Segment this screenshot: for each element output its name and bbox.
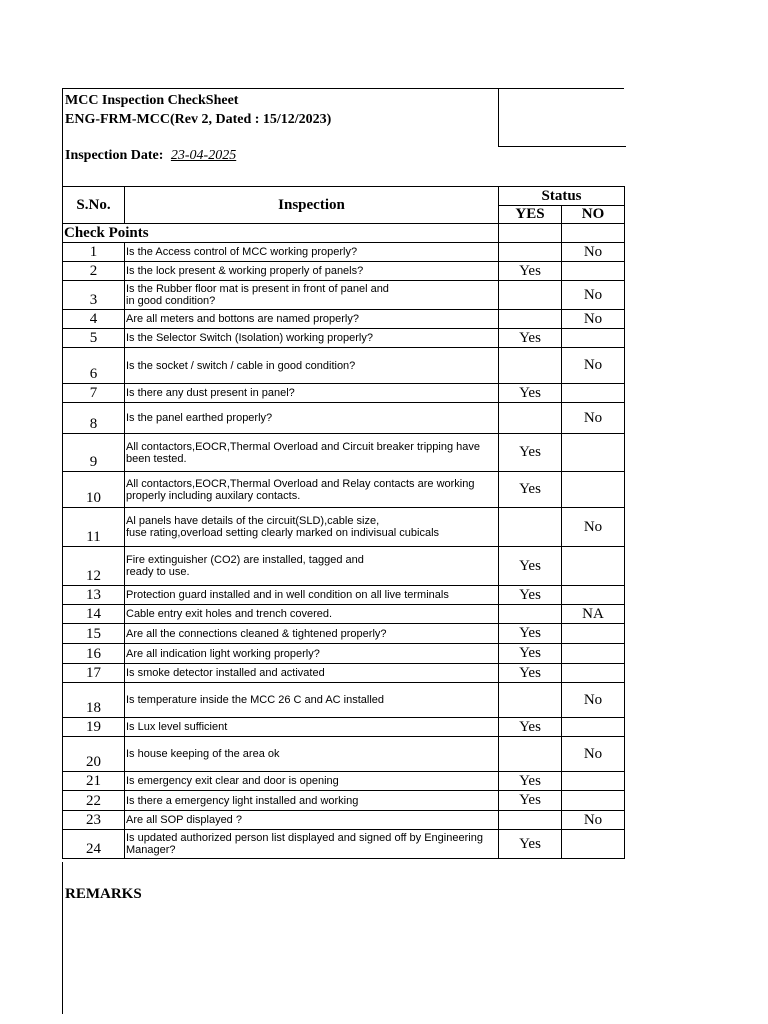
header-yes: YES: [499, 206, 562, 224]
table-row: [63, 384, 625, 403]
row-yes: [499, 403, 562, 434]
row-question: Is Lux level sufficient: [125, 718, 499, 737]
row-question: Is the Selector Switch (Isolation) working properly?: [125, 329, 499, 348]
row-question: All contactors,EOCR,Thermal Overload and Circuit breaker tripping have been tested.: [125, 434, 499, 472]
row-yes: [499, 310, 562, 329]
row-yes: [499, 508, 562, 547]
table-row: [63, 403, 625, 434]
table-row: [63, 434, 625, 472]
row-question: Cable entry exit holes and trench covered.: [125, 605, 499, 624]
table-row: [63, 718, 625, 737]
row-yes: Yes: [499, 624, 562, 644]
table-row: [63, 310, 625, 329]
row-question: Are all meters and bottons are named properly?: [125, 310, 499, 329]
inspection-date-value: 23-04-2025: [170, 148, 237, 163]
form-title: MCC Inspection CheckSheet: [65, 93, 239, 108]
row-no: [562, 830, 625, 859]
table-row: [63, 329, 625, 348]
row-sno: 20: [63, 737, 125, 772]
row-question: Is the Access control of MCC working properly?: [125, 243, 499, 262]
row-sno: 13: [63, 586, 125, 605]
row-question: Is the Rubber floor mat is present in front of panel and in good condition?: [125, 281, 499, 310]
row-yes: Yes: [499, 830, 562, 859]
row-no: [562, 586, 625, 605]
row-question: Is the lock present & working properly of panels?: [125, 262, 499, 281]
table-row: [63, 508, 625, 547]
row-sno: 19: [63, 718, 125, 737]
header-no: NO: [562, 206, 625, 224]
remarks-section: [62, 862, 142, 1014]
row-no: No: [562, 243, 625, 262]
row-question: Is the socket / switch / cable in good condition?: [125, 348, 499, 384]
checklist-table: [62, 186, 625, 859]
inspection-date-label: Inspection Date:: [65, 148, 164, 163]
row-question: Is smoke detector installed and activated: [125, 664, 499, 683]
row-sno: 9: [63, 434, 125, 472]
table-row: [63, 472, 625, 508]
row-no: [562, 718, 625, 737]
row-question: Al panels have details of the circuit(SLD),cable size, fuse rating,overload setting clearly marked on indivisual cubicals: [125, 508, 499, 547]
table-row: [63, 348, 625, 384]
row-sno: 16: [63, 644, 125, 664]
row-yes: [499, 281, 562, 310]
section-no-cell: [562, 224, 625, 243]
row-question: Fire extinguisher (CO2) are installed, tagged and ready to use.: [125, 547, 499, 586]
row-no: No: [562, 683, 625, 718]
row-sno: 24: [63, 830, 125, 859]
section-row: [63, 224, 625, 243]
row-question: Protection guard installed and in well condition on all live terminals: [125, 586, 499, 605]
row-sno: 22: [63, 791, 125, 811]
row-no: [562, 644, 625, 664]
table-row: [63, 281, 625, 310]
row-question: Are all SOP displayed ?: [125, 811, 499, 830]
inspection-date-row: [65, 148, 242, 164]
row-yes: [499, 348, 562, 384]
row-yes: [499, 811, 562, 830]
row-no: [562, 664, 625, 683]
row-sno: 11: [63, 508, 125, 547]
row-question: Is temperature inside the MCC 26 C and AC installed: [125, 683, 499, 718]
row-yes: [499, 737, 562, 772]
row-sno: 3: [63, 281, 125, 310]
row-sno: 21: [63, 772, 125, 791]
row-question: Is house keeping of the area ok: [125, 737, 499, 772]
row-sno: 23: [63, 811, 125, 830]
section-label: Check Points: [63, 224, 499, 243]
table-row: [63, 624, 625, 644]
row-sno: 18: [63, 683, 125, 718]
table-row: [63, 737, 625, 772]
row-question: Is there a emergency light installed and working: [125, 791, 499, 811]
header-inspection: Inspection: [125, 187, 499, 224]
remarks-label: REMARKS: [65, 886, 142, 902]
row-no: No: [562, 508, 625, 547]
row-sno: 8: [63, 403, 125, 434]
row-no: [562, 547, 625, 586]
row-yes: Yes: [499, 262, 562, 281]
form-header: [62, 88, 624, 186]
row-yes: Yes: [499, 791, 562, 811]
row-yes: [499, 243, 562, 262]
table-row: [63, 830, 625, 859]
header-logo-box: [498, 89, 626, 147]
row-no: No: [562, 403, 625, 434]
row-no: [562, 384, 625, 403]
row-question: Are all indication light working properly?: [125, 644, 499, 664]
table-row: [63, 664, 625, 683]
row-no: No: [562, 737, 625, 772]
table-row: [63, 811, 625, 830]
row-yes: [499, 683, 562, 718]
row-no: No: [562, 281, 625, 310]
row-sno: 10: [63, 472, 125, 508]
table-row: [63, 791, 625, 811]
row-yes: Yes: [499, 664, 562, 683]
row-question: Are all the connections cleaned & tightened properly?: [125, 624, 499, 644]
row-no: [562, 262, 625, 281]
table-row: [63, 586, 625, 605]
table-row: [63, 605, 625, 624]
table-row: [63, 644, 625, 664]
table-row: [63, 262, 625, 281]
row-no: [562, 472, 625, 508]
row-no: [562, 791, 625, 811]
header-sno: S.No.: [63, 187, 125, 224]
row-no: No: [562, 310, 625, 329]
row-sno: 1: [63, 243, 125, 262]
checksheet: [62, 88, 624, 859]
row-no: [562, 624, 625, 644]
row-sno: 14: [63, 605, 125, 624]
row-no: No: [562, 348, 625, 384]
row-sno: 6: [63, 348, 125, 384]
row-sno: 17: [63, 664, 125, 683]
row-yes: Yes: [499, 384, 562, 403]
row-yes: Yes: [499, 772, 562, 791]
table-row: [63, 547, 625, 586]
row-no: [562, 329, 625, 348]
row-sno: 2: [63, 262, 125, 281]
row-yes: Yes: [499, 586, 562, 605]
row-sno: 5: [63, 329, 125, 348]
row-yes: Yes: [499, 718, 562, 737]
form-code: ENG-FRM-MCC(Rev 2, Dated : 15/12/2023): [65, 112, 332, 127]
row-yes: Yes: [499, 434, 562, 472]
header-status: Status: [499, 187, 625, 206]
row-yes: Yes: [499, 547, 562, 586]
row-no: No: [562, 811, 625, 830]
row-yes: Yes: [499, 644, 562, 664]
row-sno: 12: [63, 547, 125, 586]
row-question: Is there any dust present in panel?: [125, 384, 499, 403]
table-row: [63, 243, 625, 262]
table-header-row: [63, 187, 625, 206]
table-row: [63, 683, 625, 718]
row-yes: Yes: [499, 329, 562, 348]
row-question: Is updated authorized person list displayed and signed off by Engineering Manager?: [125, 830, 499, 859]
row-sno: 7: [63, 384, 125, 403]
row-yes: Yes: [499, 472, 562, 508]
row-no: NA: [562, 605, 625, 624]
section-yes-cell: [499, 224, 562, 243]
form-title-block: [65, 91, 331, 129]
table-row: [63, 772, 625, 791]
row-no: [562, 434, 625, 472]
row-sno: 15: [63, 624, 125, 644]
row-question: Is the panel earthed properly?: [125, 403, 499, 434]
row-yes: [499, 605, 562, 624]
row-question: Is emergency exit clear and door is opening: [125, 772, 499, 791]
row-no: [562, 772, 625, 791]
row-sno: 4: [63, 310, 125, 329]
row-question: All contactors,EOCR,Thermal Overload and Relay contacts are working properly including auxilary contacts.: [125, 472, 499, 508]
